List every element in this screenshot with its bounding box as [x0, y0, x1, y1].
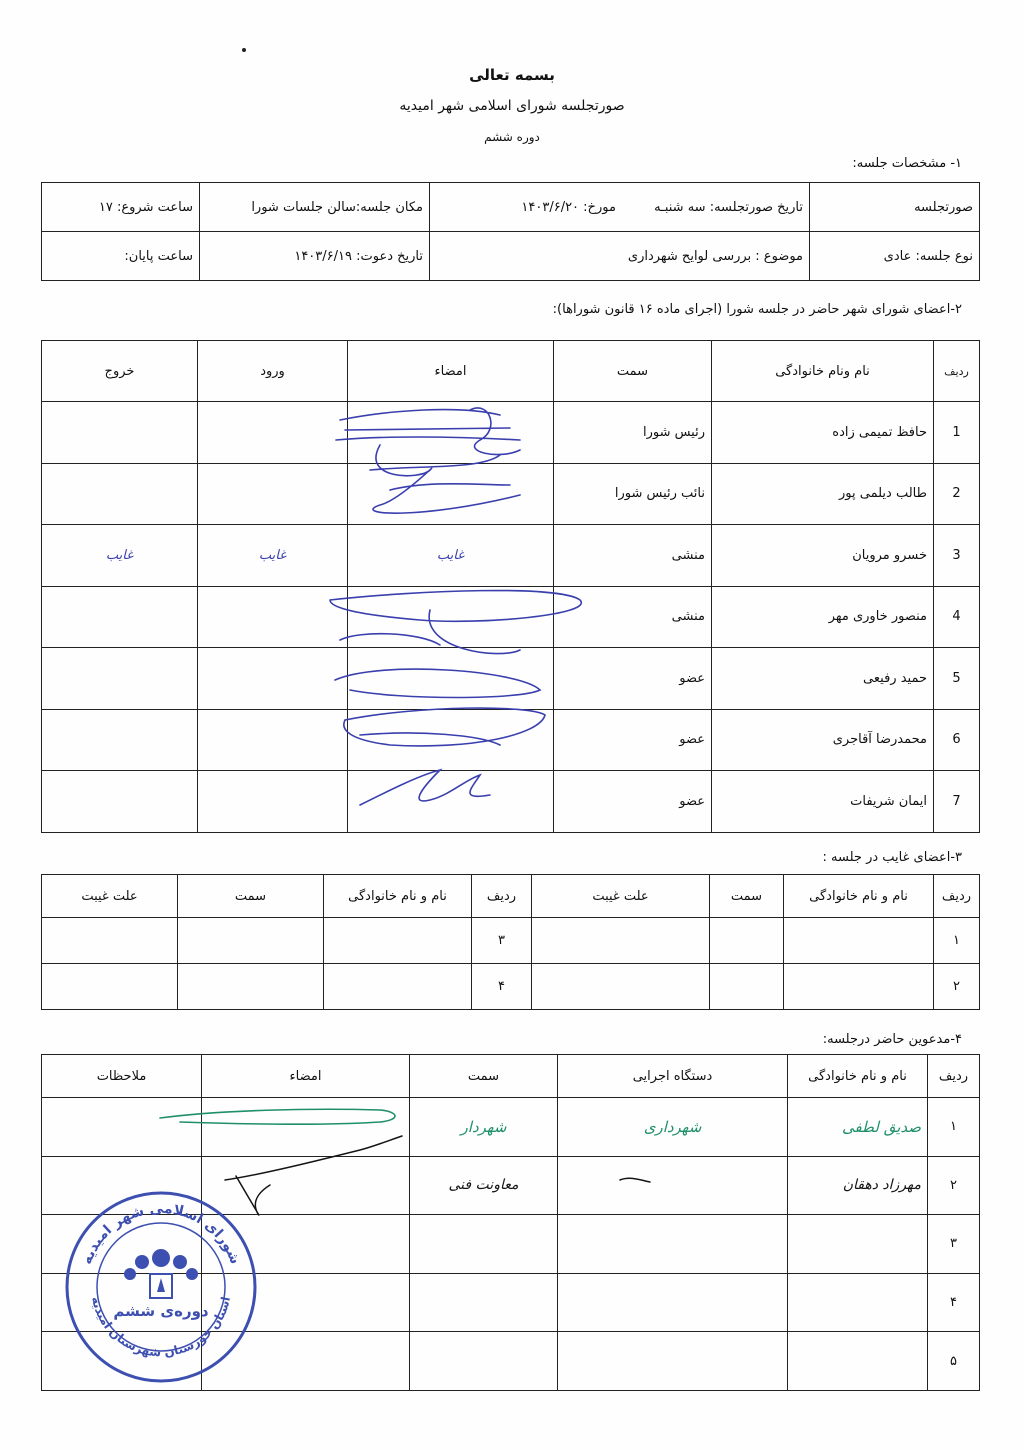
table-header-row [42, 1055, 980, 1098]
row-number: 5 [934, 648, 980, 710]
col-header: دستگاه اجرایی [558, 1055, 788, 1098]
table-row [42, 1098, 980, 1157]
col-header: ورود [198, 341, 348, 402]
row-number: 4 [934, 586, 980, 648]
table-row [42, 964, 980, 1010]
empty-cell [178, 918, 324, 964]
entry-cell [198, 463, 348, 525]
row-number: ۲ [928, 1156, 980, 1215]
member-name: محمدرضا آقاجری [712, 709, 934, 771]
stamp-emblem [124, 1249, 198, 1298]
stamp-top-text: شورای اسلامی شهر امیدیه [78, 1200, 244, 1267]
session-type-cell: صورتجلسه [810, 183, 980, 232]
empty-cell [558, 1215, 788, 1274]
empty-cell [532, 964, 710, 1010]
speck-dot [242, 48, 246, 52]
invitee-org [558, 1156, 788, 1215]
end-time-cell: ساعت پایان: [42, 232, 200, 281]
signature-cell [348, 648, 554, 710]
invite-date-cell: تاریخ دعوت: ۱۴۰۳/۶/۱۹ [200, 232, 430, 281]
row-number: ۲ [934, 964, 980, 1010]
col-header: سمت [410, 1055, 558, 1098]
session-info-row [42, 232, 980, 281]
empty-cell [558, 1332, 788, 1391]
member-name: خسرو مرویان [712, 525, 934, 587]
col-header: ملاحظات [42, 1055, 202, 1098]
col-header: علت غیبت [532, 875, 710, 918]
row-number: ۳ [928, 1215, 980, 1274]
member-role: عضو [554, 709, 712, 771]
signature-cell [348, 771, 554, 833]
session-date-cell [430, 183, 810, 232]
col-header: امضاء [202, 1055, 410, 1098]
session-date: مورخ: ۱۴۰۳/۶/۲۰ [521, 199, 616, 215]
table-row [42, 709, 980, 771]
member-name: طالب دیلمی پور [712, 463, 934, 525]
section1-heading: ۱- مشخصات جلسه: [852, 156, 962, 171]
row-number: 2 [934, 463, 980, 525]
table-header-row [42, 875, 980, 918]
empty-cell [788, 1273, 928, 1332]
member-name: حافظ تمیمی زاده [712, 402, 934, 464]
section2-heading: ۲-اعضای شورای شهر حاضر در جلسه شورا (اجرای ماده ۱۶ قانون شوراها): [552, 302, 962, 317]
row-number: ۴ [472, 964, 532, 1010]
invitee-role: شهردار [410, 1098, 558, 1157]
member-role: نائب رئیس شورا [554, 463, 712, 525]
table-row [42, 648, 980, 710]
table-row [42, 771, 980, 833]
empty-cell [324, 964, 472, 1010]
col-header: امضاء [348, 341, 554, 402]
exit-cell [42, 586, 198, 648]
session-info-row [42, 183, 980, 232]
empty-cell [410, 1273, 558, 1332]
signature-cell [202, 1098, 410, 1157]
col-header: نام و نام خانوادگی [324, 875, 472, 918]
empty-cell [324, 918, 472, 964]
member-name: منصور خاوری مهر [712, 586, 934, 648]
row-number: 7 [934, 771, 980, 833]
empty-cell [410, 1215, 558, 1274]
row-number: ۳ [472, 918, 532, 964]
period-label: دوره ششم [484, 130, 540, 144]
member-role: منشی [554, 586, 712, 648]
invitee-role: معاونت فنی [410, 1156, 558, 1215]
table-row [42, 525, 980, 587]
col-header: نام و نام خانوادگی [788, 1055, 928, 1098]
empty-cell [532, 918, 710, 964]
council-stamp [62, 1188, 260, 1386]
absent-members-table [41, 874, 980, 1010]
exit-cell [42, 648, 198, 710]
col-header: سمت [554, 341, 712, 402]
col-header: ردیف [934, 875, 980, 918]
col-header: ردیف [934, 341, 980, 402]
invitee-name: مهرزاد دهقان [788, 1156, 928, 1215]
start-time-cell: ساعت شروع: ۱۷ [42, 183, 200, 232]
empty-cell [710, 964, 784, 1010]
empty-cell [178, 964, 324, 1010]
empty-cell [42, 918, 178, 964]
entry-cell [198, 771, 348, 833]
signature-cell [348, 586, 554, 648]
member-role: منشی [554, 525, 712, 587]
session-kind-cell: نوع جلسه: عادی [810, 232, 980, 281]
present-members-table [41, 340, 980, 833]
member-role: عضو [554, 771, 712, 833]
col-header: نام و نام خانوادگی [784, 875, 934, 918]
signature-cell: غایب [348, 525, 554, 587]
col-header: ردیف [472, 875, 532, 918]
table-row [42, 586, 980, 648]
row-number: ۱ [934, 918, 980, 964]
section3-heading: ۳-اعضای غایب در جلسه : [822, 850, 962, 865]
session-subject-cell: موضوع : بررسی لوایح شهرداری [430, 232, 810, 281]
signature-cell [348, 463, 554, 525]
entry-cell [198, 709, 348, 771]
row-number: ۵ [928, 1332, 980, 1391]
signature-cell [348, 402, 554, 464]
member-role: رئیس شورا [554, 402, 712, 464]
basmala: بسمه تعالی [469, 66, 555, 84]
session-day: تاریخ صورتجلسه: سه شنبـه [654, 199, 803, 215]
table-row [42, 402, 980, 464]
session-info-table [41, 182, 980, 281]
section4-heading: ۴-مدعوین حاضر درجلسه: [822, 1032, 962, 1047]
row-number: 3 [934, 525, 980, 587]
exit-cell [42, 709, 198, 771]
notes-cell [42, 1098, 202, 1157]
invitee-name: صدیق لطفی [788, 1098, 928, 1157]
col-header: نام ونام خانوادگی [712, 341, 934, 402]
member-role: عضو [554, 648, 712, 710]
session-place-cell: مکان جلسه:سالن جلسات شورا [200, 183, 430, 232]
stamp-period-text: دوره‌ی ششم [113, 1302, 209, 1320]
row-number: 6 [934, 709, 980, 771]
exit-cell [42, 771, 198, 833]
member-name: ایمان شریفات [712, 771, 934, 833]
empty-cell [784, 964, 934, 1010]
entry-cell [198, 586, 348, 648]
empty-cell [558, 1273, 788, 1332]
exit-cell: غایب [42, 525, 198, 587]
empty-cell [410, 1332, 558, 1391]
col-header: خروج [42, 341, 198, 402]
table-header-row [42, 341, 980, 402]
empty-cell [788, 1332, 928, 1391]
row-number: 1 [934, 402, 980, 464]
col-header: علت غیبت [42, 875, 178, 918]
empty-cell [42, 964, 178, 1010]
stamp-bottom-text: استان خوزستان شهرستان امیدیه [88, 1295, 234, 1360]
signature-cell [348, 709, 554, 771]
empty-cell [710, 918, 784, 964]
page-title: صورتجلسه شورای اسلامی شهر امیدیه [399, 98, 625, 114]
member-name: حمید رفیعی [712, 648, 934, 710]
empty-cell [788, 1215, 928, 1274]
entry-cell: غایب [198, 525, 348, 587]
entry-cell [198, 648, 348, 710]
exit-cell [42, 463, 198, 525]
exit-cell [42, 402, 198, 464]
col-header: سمت [710, 875, 784, 918]
col-header: سمت [178, 875, 324, 918]
col-header: ردیف [928, 1055, 980, 1098]
table-row [42, 463, 980, 525]
table-row [42, 918, 980, 964]
entry-cell [198, 402, 348, 464]
row-number: ۱ [928, 1098, 980, 1157]
empty-cell [784, 918, 934, 964]
invitee-org: شهرداری [558, 1098, 788, 1157]
row-number: ۴ [928, 1273, 980, 1332]
